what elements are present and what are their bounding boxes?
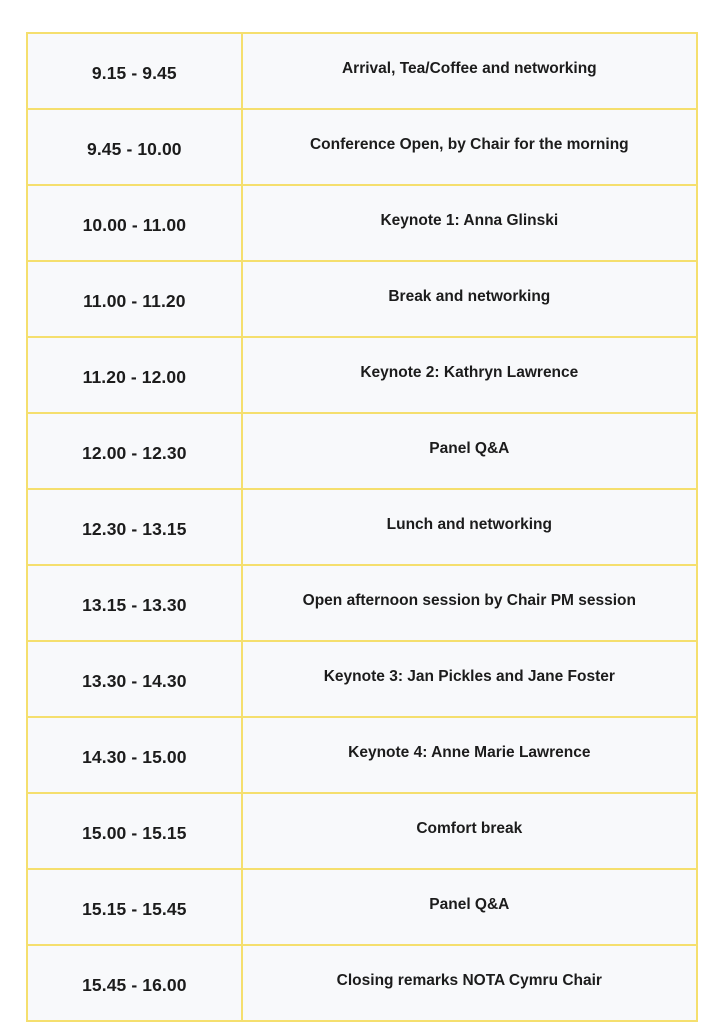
event-title: Break and networking: [388, 288, 551, 305]
schedule-row: [27, 869, 697, 945]
schedule-row: [27, 565, 697, 641]
schedule-row: [27, 261, 697, 337]
schedule-row: [27, 413, 697, 489]
time-slot: 14.30 - 15.00: [27, 717, 242, 793]
schedule-row: [27, 33, 697, 109]
event-title: Keynote 3: Jan Pickles and Jane Foster: [323, 668, 615, 685]
event-title: Arrival, Tea/Coffee and networking: [341, 60, 597, 77]
time-slot: 13.30 - 14.30: [27, 641, 242, 717]
event-title: Keynote 2: Kathryn Lawrence: [360, 364, 579, 381]
event-title: Panel Q&A: [429, 440, 510, 457]
time-slot: 12.30 - 13.15: [27, 489, 242, 565]
event-cell: [242, 565, 697, 641]
schedule-row: [27, 641, 697, 717]
event-cell: [242, 337, 697, 413]
time-slot: 9.45 - 10.00: [27, 109, 242, 185]
event-title: Lunch and networking: [386, 516, 552, 533]
schedule-row: [27, 793, 697, 869]
time-slot: 15.15 - 15.45: [27, 869, 242, 945]
event-title: Conference Open, by Chair for the morning: [309, 136, 629, 153]
schedule-row: [27, 185, 697, 261]
event-cell: [242, 109, 697, 185]
time-slot: 10.00 - 11.00: [27, 185, 242, 261]
event-title: Keynote 1: Anna Glinski: [380, 212, 559, 229]
event-cell: [242, 185, 697, 261]
event-title: Open afternoon session by Chair PM session: [302, 592, 636, 609]
time-slot: 9.15 - 9.45: [27, 33, 242, 109]
time-slot: 13.15 - 13.30: [27, 565, 242, 641]
event-cell: [242, 641, 697, 717]
event-title: Closing remarks NOTA Cymru Chair: [336, 972, 602, 989]
schedule-row: [27, 945, 697, 1021]
event-title: Comfort break: [416, 820, 523, 837]
time-slot: 15.45 - 16.00: [27, 945, 242, 1021]
schedule-table: [26, 32, 698, 1022]
event-title: Keynote 4: Anne Marie Lawrence: [348, 744, 591, 761]
time-slot: 15.00 - 15.15: [27, 793, 242, 869]
event-title: Panel Q&A: [429, 896, 510, 913]
time-slot: 11.20 - 12.00: [27, 337, 242, 413]
schedule-row: [27, 717, 697, 793]
event-cell: [242, 413, 697, 489]
schedule-row: [27, 489, 697, 565]
event-cell: [242, 945, 697, 1021]
event-cell: [242, 261, 697, 337]
event-cell: [242, 489, 697, 565]
event-cell: [242, 717, 697, 793]
schedule-row: [27, 109, 697, 185]
time-slot: 12.00 - 12.30: [27, 413, 242, 489]
event-cell: [242, 869, 697, 945]
event-cell: [242, 33, 697, 109]
time-slot: 11.00 - 11.20: [27, 261, 242, 337]
schedule-row: [27, 337, 697, 413]
event-cell: [242, 793, 697, 869]
